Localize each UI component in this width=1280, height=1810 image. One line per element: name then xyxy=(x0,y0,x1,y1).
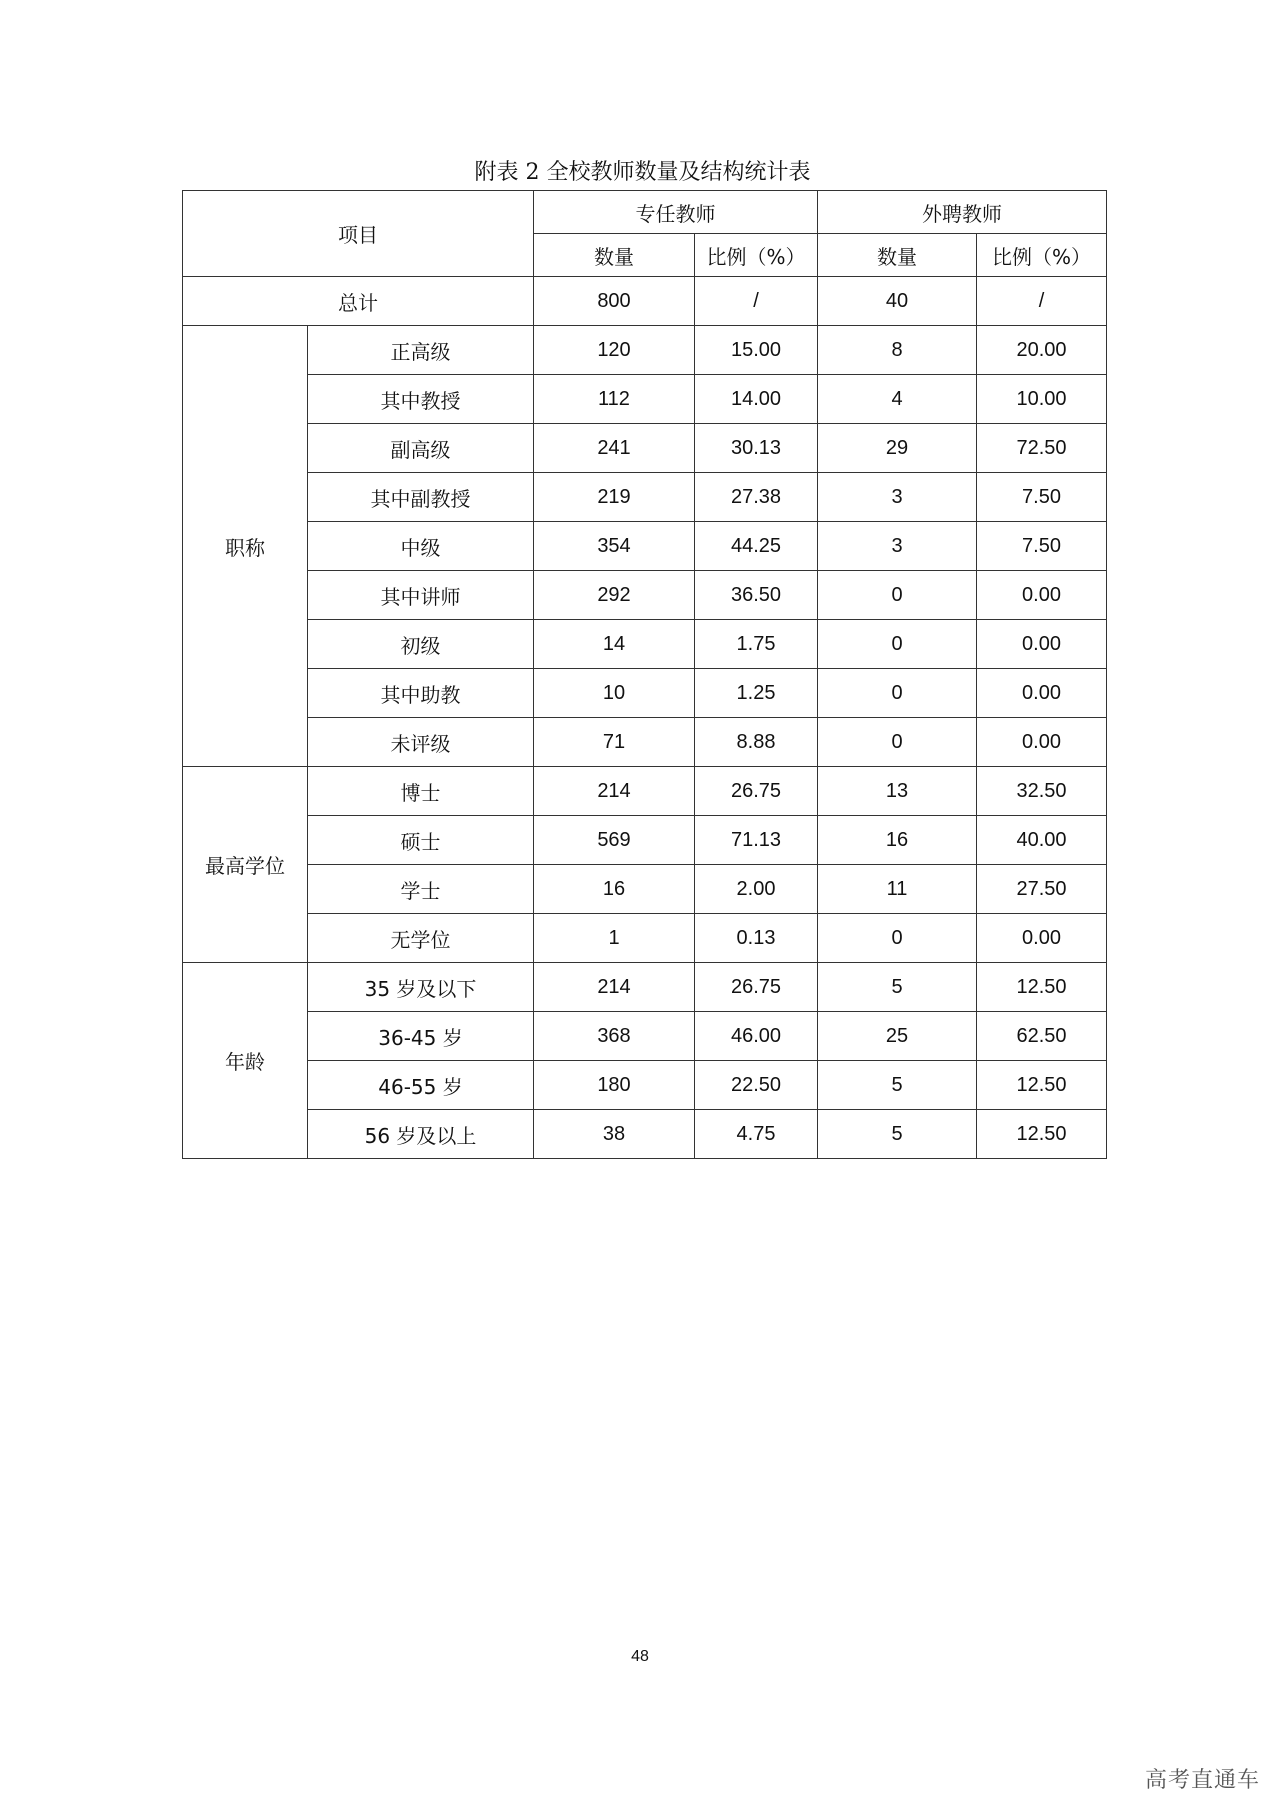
ex-ratio-cell: 7.50 xyxy=(977,473,1107,522)
table-row xyxy=(183,914,1107,963)
ex-count-cell: 13 xyxy=(818,767,977,816)
ft-ratio-cell: 1.75 xyxy=(695,620,818,669)
ex-ratio-cell: 7.50 xyxy=(977,522,1107,571)
ft-ratio-cell: 4.75 xyxy=(695,1110,818,1159)
table-row xyxy=(183,963,1107,1012)
row-label: 46-55 岁 xyxy=(308,1061,534,1110)
ft-count-cell: 120 xyxy=(534,326,695,375)
ex-count-cell: 5 xyxy=(818,1061,977,1110)
total-row xyxy=(183,277,1107,326)
ex-ratio-cell: 62.50 xyxy=(977,1012,1107,1061)
row-label: 其中讲师 xyxy=(308,571,534,620)
ft-ratio-cell: 30.13 xyxy=(695,424,818,473)
ft-count-cell: 14 xyxy=(534,620,695,669)
table-row xyxy=(183,424,1107,473)
ft-ratio-cell: 71.13 xyxy=(695,816,818,865)
ex-count-cell: 16 xyxy=(818,816,977,865)
row-label: 中级 xyxy=(308,522,534,571)
ex-ratio-cell: 0.00 xyxy=(977,914,1107,963)
row-label: 学士 xyxy=(308,865,534,914)
subheader-ex-ratio: 比例（%） xyxy=(977,234,1107,277)
table-row xyxy=(183,816,1107,865)
header-external: 外聘教师 xyxy=(818,191,1107,234)
row-label: 正高级 xyxy=(308,326,534,375)
ft-count-cell: 241 xyxy=(534,424,695,473)
row-label: 36-45 岁 xyxy=(308,1012,534,1061)
ex-ratio-cell: 12.50 xyxy=(977,1110,1107,1159)
table-row xyxy=(183,865,1107,914)
ft-count-cell: 354 xyxy=(534,522,695,571)
ft-ratio-cell: 8.88 xyxy=(695,718,818,767)
ft-count-cell: 71 xyxy=(534,718,695,767)
ex-ratio-cell: 72.50 xyxy=(977,424,1107,473)
row-label: 56 岁及以上 xyxy=(308,1110,534,1159)
teacher-statistics-table xyxy=(182,190,1107,1159)
table-row xyxy=(183,1012,1107,1061)
ft-ratio-cell: 15.00 xyxy=(695,326,818,375)
ex-ratio-cell: 10.00 xyxy=(977,375,1107,424)
ex-count-cell: 4 xyxy=(818,375,977,424)
ex-ratio-cell: 0.00 xyxy=(977,571,1107,620)
ft-ratio-cell: 2.00 xyxy=(695,865,818,914)
ex-ratio-cell: 0.00 xyxy=(977,669,1107,718)
ft-count-cell: 38 xyxy=(534,1110,695,1159)
table-caption: 附表 2 全校教师数量及结构统计表 xyxy=(474,160,811,185)
ex-count-cell: 0 xyxy=(818,571,977,620)
ex-ratio-cell: 0.00 xyxy=(977,718,1107,767)
header-fulltime: 专任教师 xyxy=(534,191,818,234)
ft-ratio-cell: 27.38 xyxy=(695,473,818,522)
page-number: 48 xyxy=(631,1648,649,1665)
ft-ratio-cell: 44.25 xyxy=(695,522,818,571)
ex-count-cell: 0 xyxy=(818,620,977,669)
table-row xyxy=(183,375,1107,424)
row-label: 其中助教 xyxy=(308,669,534,718)
ft-count-cell: 112 xyxy=(534,375,695,424)
header-row xyxy=(183,191,1107,234)
table-row xyxy=(183,669,1107,718)
ex-count-cell: 25 xyxy=(818,1012,977,1061)
ex-ratio-cell: 20.00 xyxy=(977,326,1107,375)
ex-ratio-cell: 27.50 xyxy=(977,865,1107,914)
ft-ratio-cell: 46.00 xyxy=(695,1012,818,1061)
ex-count-cell: 8 xyxy=(818,326,977,375)
group-label: 最高学位 xyxy=(183,767,308,963)
row-label: 未评级 xyxy=(308,718,534,767)
ex-ratio-cell: 12.50 xyxy=(977,1061,1107,1110)
ft-count-cell: 10 xyxy=(534,669,695,718)
row-label: 无学位 xyxy=(308,914,534,963)
total-label: 总计 xyxy=(183,277,534,326)
table-row xyxy=(183,571,1107,620)
table-row xyxy=(183,1061,1107,1110)
subheader-ft-ratio: 比例（%） xyxy=(695,234,818,277)
row-label: 35 岁及以下 xyxy=(308,963,534,1012)
ft-ratio-cell: 22.50 xyxy=(695,1061,818,1110)
ft-count-cell: 214 xyxy=(534,767,695,816)
row-label: 其中副教授 xyxy=(308,473,534,522)
ex-count-cell: 0 xyxy=(818,669,977,718)
ex-ratio-cell: 40.00 xyxy=(977,816,1107,865)
ft-ratio-cell: 1.25 xyxy=(695,669,818,718)
ex-count-cell: 29 xyxy=(818,424,977,473)
ex-count-cell: 3 xyxy=(818,522,977,571)
ft-ratio-cell: 0.13 xyxy=(695,914,818,963)
table-row xyxy=(183,473,1107,522)
ex-count-cell: 11 xyxy=(818,865,977,914)
table-row xyxy=(183,718,1107,767)
ft-count-cell: 1 xyxy=(534,914,695,963)
table-row xyxy=(183,620,1107,669)
ft-ratio-cell: 26.75 xyxy=(695,963,818,1012)
ft-count-cell: 569 xyxy=(534,816,695,865)
total-ft-ratio: / xyxy=(695,277,818,326)
ex-ratio-cell: 0.00 xyxy=(977,620,1107,669)
ex-count-cell: 5 xyxy=(818,1110,977,1159)
table-row xyxy=(183,767,1107,816)
ft-ratio-cell: 36.50 xyxy=(695,571,818,620)
table-row xyxy=(183,522,1107,571)
subheader-ex-count: 数量 xyxy=(818,234,977,277)
ex-ratio-cell: 32.50 xyxy=(977,767,1107,816)
total-ex-count: 40 xyxy=(818,277,977,326)
ex-ratio-cell: 12.50 xyxy=(977,963,1107,1012)
row-label: 博士 xyxy=(308,767,534,816)
row-label: 其中教授 xyxy=(308,375,534,424)
header-item: 项目 xyxy=(183,191,534,277)
ft-count-cell: 219 xyxy=(534,473,695,522)
ex-count-cell: 0 xyxy=(818,718,977,767)
ft-count-cell: 292 xyxy=(534,571,695,620)
row-label: 初级 xyxy=(308,620,534,669)
ex-count-cell: 3 xyxy=(818,473,977,522)
total-ex-ratio: / xyxy=(977,277,1107,326)
watermark: 高考直通车 xyxy=(1144,1768,1260,1793)
total-ft-count: 800 xyxy=(534,277,695,326)
ft-count-cell: 16 xyxy=(534,865,695,914)
ft-count-cell: 214 xyxy=(534,963,695,1012)
table-row xyxy=(183,1110,1107,1159)
table-row xyxy=(183,326,1107,375)
ft-ratio-cell: 26.75 xyxy=(695,767,818,816)
ex-count-cell: 0 xyxy=(818,914,977,963)
group-label: 职称 xyxy=(183,326,308,767)
ft-count-cell: 180 xyxy=(534,1061,695,1110)
row-label: 副高级 xyxy=(308,424,534,473)
group-label: 年龄 xyxy=(183,963,308,1159)
ex-count-cell: 5 xyxy=(818,963,977,1012)
row-label: 硕士 xyxy=(308,816,534,865)
ft-count-cell: 368 xyxy=(534,1012,695,1061)
subheader-ft-count: 数量 xyxy=(534,234,695,277)
ft-ratio-cell: 14.00 xyxy=(695,375,818,424)
